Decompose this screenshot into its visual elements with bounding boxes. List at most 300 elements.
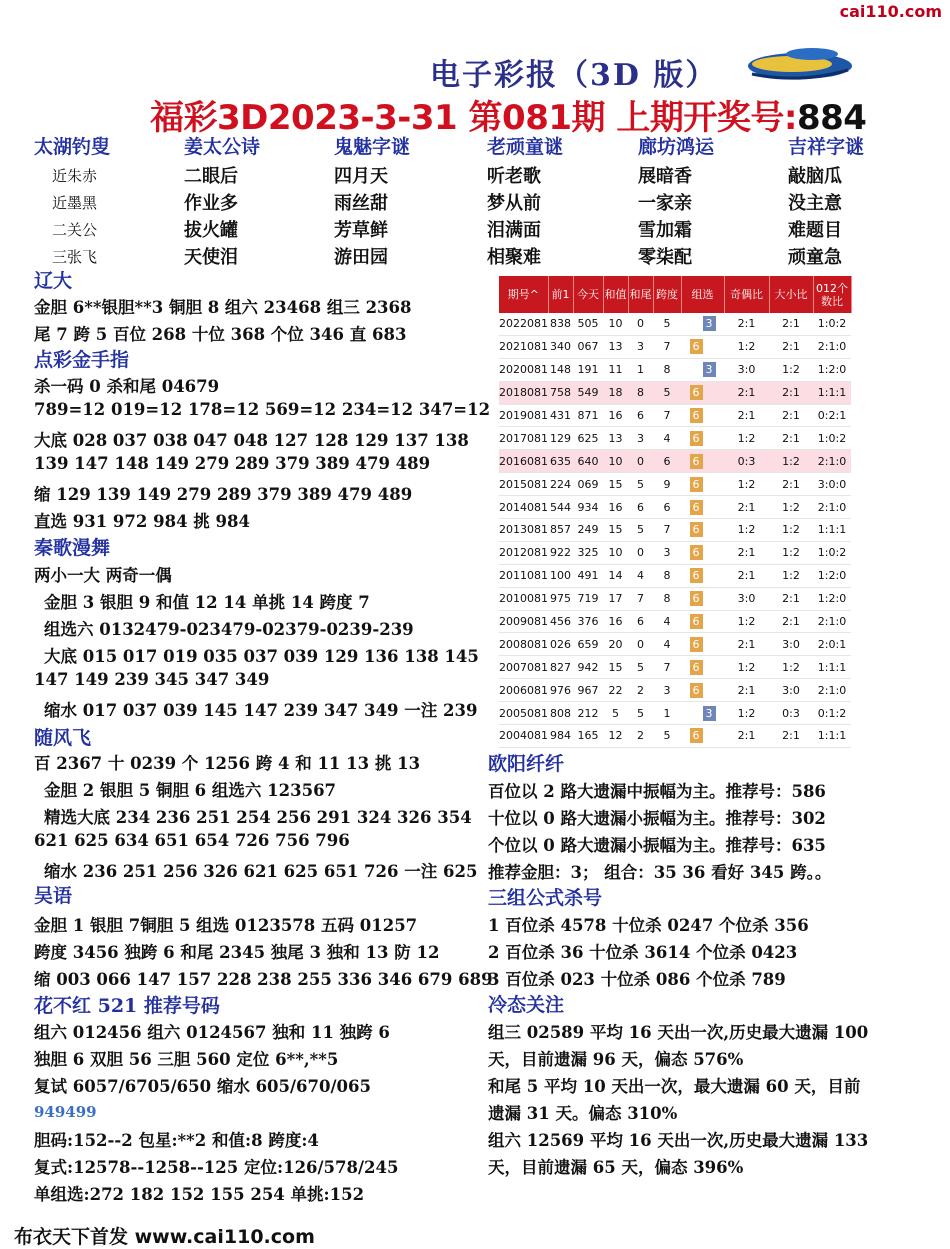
table-cell: 2009081 bbox=[499, 610, 548, 633]
section-line: 独胆 6 双胆 56 三胆 560 定位 6**,**5 bbox=[34, 1050, 339, 1069]
table-cell: 0 bbox=[628, 313, 653, 335]
table-cell: 8 bbox=[628, 381, 653, 404]
column-entry: 难题目 bbox=[788, 220, 842, 241]
section-title: 辽大 bbox=[34, 270, 73, 292]
table-cell: 838 bbox=[548, 313, 573, 335]
table-cell: 2 bbox=[628, 725, 653, 748]
table-cell: 2015081 bbox=[499, 473, 548, 496]
table-cell: 431 bbox=[548, 404, 573, 427]
table-cell: 7 bbox=[653, 335, 681, 358]
table-cell: 967 bbox=[573, 679, 603, 702]
table-cell: 827 bbox=[548, 656, 573, 679]
table-cell: 3:0 bbox=[769, 633, 813, 656]
table-cell: 2005081 bbox=[499, 702, 548, 725]
column-entry: 听老歌 bbox=[487, 166, 541, 187]
table-row bbox=[499, 381, 851, 404]
table-cell: 2:1:0 bbox=[813, 679, 851, 702]
table-cell: 069 bbox=[573, 473, 603, 496]
table-cell: 212 bbox=[573, 702, 603, 725]
group-cell bbox=[681, 427, 724, 450]
table-cell: 1:0:2 bbox=[813, 541, 851, 564]
column-entry: 雪加霜 bbox=[638, 220, 692, 241]
group-six-marker: 6 bbox=[690, 591, 703, 606]
group-six-marker: 6 bbox=[690, 431, 703, 446]
table-cell: 3:0 bbox=[724, 358, 769, 381]
table-cell: 3 bbox=[653, 679, 681, 702]
column-entry: 泪满面 bbox=[487, 220, 541, 241]
table-cell: 22 bbox=[603, 679, 628, 702]
group-six-marker: 6 bbox=[690, 522, 703, 537]
group-cell bbox=[681, 313, 724, 335]
table-cell: 7 bbox=[628, 587, 653, 610]
column-entry: 作业多 bbox=[184, 193, 238, 214]
column-title: 姜太公诗 bbox=[184, 136, 261, 158]
group-cell bbox=[681, 587, 724, 610]
paper-title: 电子彩报（3D 版） bbox=[430, 58, 718, 93]
table-cell: 2008081 bbox=[499, 633, 548, 656]
table-row bbox=[499, 541, 851, 564]
table-row bbox=[499, 473, 851, 496]
table-cell: 7 bbox=[653, 656, 681, 679]
table-cell: 165 bbox=[573, 725, 603, 748]
table-cell: 8 bbox=[653, 587, 681, 610]
table-cell: 2:1:0 bbox=[813, 496, 851, 519]
section-line: 139 147 148 149 279 289 379 389 479 489 bbox=[34, 454, 431, 473]
column-entry: 拔火罐 bbox=[184, 220, 238, 241]
table-cell: 5 bbox=[628, 519, 653, 542]
table-cell: 1:1:1 bbox=[813, 381, 851, 404]
table-cell: 1:2 bbox=[769, 564, 813, 587]
table-row bbox=[499, 656, 851, 679]
table-cell: 2019081 bbox=[499, 404, 548, 427]
table-cell: 2007081 bbox=[499, 656, 548, 679]
group-six-marker: 6 bbox=[690, 500, 703, 515]
table-cell: 026 bbox=[548, 633, 573, 656]
table-cell: 4 bbox=[653, 633, 681, 656]
table-cell: 3:0 bbox=[769, 679, 813, 702]
column-entry: 二关公 bbox=[52, 221, 98, 239]
table-cell: 1:2 bbox=[724, 656, 769, 679]
headline-text: 福彩3D2023-3-31 第081期 上期开奖号: bbox=[150, 98, 797, 138]
section-line: 147 149 239 345 347 349 bbox=[34, 670, 270, 689]
table-cell: 1 bbox=[653, 702, 681, 725]
table-cell: 857 bbox=[548, 519, 573, 542]
column-entry: 游田园 bbox=[334, 247, 388, 268]
table-cell: 7 bbox=[653, 404, 681, 427]
group-six-marker: 6 bbox=[690, 728, 703, 743]
table-cell: 10 bbox=[603, 541, 628, 564]
table-cell: 640 bbox=[573, 450, 603, 473]
table-row bbox=[499, 519, 851, 542]
table-cell: 16 bbox=[603, 610, 628, 633]
forecast-column bbox=[487, 132, 637, 271]
table-cell: 1:2 bbox=[724, 519, 769, 542]
history-table-header bbox=[499, 276, 851, 313]
section-line: 组三 02589 平均 16 天出一次,历史最大遗漏 100 bbox=[488, 1023, 869, 1042]
table-cell: 2021081 bbox=[499, 335, 548, 358]
table-cell: 1:1:1 bbox=[813, 725, 851, 748]
table-cell: 5 bbox=[628, 702, 653, 725]
column-title: 太湖钓叟 bbox=[34, 136, 111, 158]
table-cell: 625 bbox=[573, 427, 603, 450]
table-cell: 2:1:0 bbox=[813, 610, 851, 633]
table-cell: 942 bbox=[573, 656, 603, 679]
table-row bbox=[499, 450, 851, 473]
table-cell: 984 bbox=[548, 725, 573, 748]
section-line: 组六 12569 平均 16 天出一次,历史最大遗漏 133 bbox=[488, 1131, 869, 1150]
column-entry: 展暗香 bbox=[638, 166, 692, 187]
table-cell: 1:2 bbox=[724, 702, 769, 725]
table-cell: 2:1 bbox=[724, 725, 769, 748]
table-cell: 1:0:2 bbox=[813, 313, 851, 335]
table-row bbox=[499, 725, 851, 748]
table-header-cell: 奇偶比 bbox=[724, 276, 769, 313]
table-cell: 808 bbox=[548, 702, 573, 725]
group-cell bbox=[681, 633, 724, 656]
table-header-cell: 大小比 bbox=[769, 276, 813, 313]
table-cell: 6 bbox=[628, 496, 653, 519]
table-cell: 2:1 bbox=[724, 633, 769, 656]
section-line: 缩水 236 251 256 326 621 625 651 726 一注 625 bbox=[44, 862, 478, 881]
column-entry: 近朱赤 bbox=[52, 167, 98, 185]
table-cell: 1:2 bbox=[724, 473, 769, 496]
section-title: 随风飞 bbox=[34, 727, 92, 749]
section-title: 欧阳纤纤 bbox=[488, 753, 565, 775]
table-cell: 1:2 bbox=[769, 450, 813, 473]
table-cell: 224 bbox=[548, 473, 573, 496]
section-line: 3 百位杀 023 十位杀 086 个位杀 789 bbox=[488, 970, 786, 989]
table-cell: 17 bbox=[603, 587, 628, 610]
group-three-marker: 3 bbox=[703, 362, 716, 377]
forecast-column bbox=[638, 132, 788, 271]
table-cell: 2:1 bbox=[769, 313, 813, 335]
group-cell bbox=[681, 679, 724, 702]
table-cell: 0 bbox=[628, 541, 653, 564]
table-cell: 2018081 bbox=[499, 381, 548, 404]
group-six-marker: 6 bbox=[690, 339, 703, 354]
table-cell: 1:2 bbox=[769, 358, 813, 381]
table-cell: 0:2:1 bbox=[813, 404, 851, 427]
group-cell bbox=[681, 473, 724, 496]
section-line: 金胆 6**银胆**3 铜胆 8 组六 23468 组三 2368 bbox=[34, 298, 412, 317]
section-line: 杀一码 0 杀和尾 04679 bbox=[34, 377, 220, 396]
table-cell: 2020081 bbox=[499, 358, 548, 381]
section-line: 缩 003 066 147 157 228 238 255 336 346 679 689 bbox=[34, 970, 493, 989]
group-cell bbox=[681, 564, 724, 587]
table-cell: 0:3 bbox=[724, 450, 769, 473]
column-entry: 芳草鲜 bbox=[334, 220, 388, 241]
history-table bbox=[499, 276, 852, 748]
last-draw-number: 884 bbox=[796, 98, 867, 138]
table-header-cell: 今天 bbox=[573, 276, 603, 313]
column-entry: 雨丝甜 bbox=[334, 193, 388, 214]
table-cell: 3:0:0 bbox=[813, 473, 851, 496]
section-line: 缩水 017 037 039 145 147 239 347 349 一注 239 bbox=[44, 701, 478, 720]
section-title: 冷态关注 bbox=[488, 994, 565, 1016]
section-line: 大底 028 037 038 047 048 127 128 129 137 138 bbox=[34, 431, 469, 450]
table-cell: 16 bbox=[603, 404, 628, 427]
section-line: 推荐金胆：3； 组合：35 36 看好 345 跨。。 bbox=[488, 863, 832, 882]
section-title: 点彩金手指 bbox=[34, 349, 130, 371]
table-cell: 2004081 bbox=[499, 725, 548, 748]
group-cell bbox=[681, 541, 724, 564]
table-cell: 1:2 bbox=[724, 427, 769, 450]
brand-watermark: cai110.com bbox=[839, 2, 942, 21]
group-six-marker: 6 bbox=[690, 660, 703, 675]
table-cell: 3 bbox=[653, 541, 681, 564]
table-cell: 12 bbox=[603, 725, 628, 748]
group-three-marker: 3 bbox=[703, 706, 716, 721]
table-cell: 1:2:0 bbox=[813, 564, 851, 587]
table-cell: 2011081 bbox=[499, 564, 548, 587]
table-header-cell: 期号^ bbox=[499, 276, 548, 313]
column-title: 廊坊鸿运 bbox=[638, 136, 715, 158]
table-row bbox=[499, 313, 851, 335]
section-line: 胆码:152--2 包星:**2 和值:8 跨度:4 bbox=[34, 1131, 319, 1150]
section-line: 621 625 634 651 654 726 756 796 bbox=[34, 831, 350, 850]
group-six-marker: 6 bbox=[690, 683, 703, 698]
section-line: 金胆 2 银胆 5 铜胆 6 组选六 123567 bbox=[44, 781, 337, 800]
table-cell: 1:2 bbox=[769, 519, 813, 542]
table-header-cell: 跨度 bbox=[653, 276, 681, 313]
column-entry: 天使泪 bbox=[184, 247, 238, 268]
table-cell: 2:1 bbox=[769, 725, 813, 748]
forecast-column bbox=[334, 132, 484, 271]
table-cell: 2012081 bbox=[499, 541, 548, 564]
table-row bbox=[499, 335, 851, 358]
column-title: 吉祥字谜 bbox=[788, 136, 865, 158]
table-cell: 1:2 bbox=[769, 656, 813, 679]
section-line: 1 百位杀 4578 十位杀 0247 个位杀 356 bbox=[488, 916, 809, 935]
table-cell: 18 bbox=[603, 381, 628, 404]
section-line: 天，目前遗漏 65 天，偏态 396% bbox=[488, 1158, 744, 1177]
table-cell: 6 bbox=[653, 496, 681, 519]
table-cell: 975 bbox=[548, 587, 573, 610]
table-cell: 456 bbox=[548, 610, 573, 633]
table-cell: 505 bbox=[573, 313, 603, 335]
table-cell: 871 bbox=[573, 404, 603, 427]
section-line: 大底 015 017 019 035 037 039 129 136 138 145 bbox=[44, 647, 479, 666]
table-cell: 5 bbox=[603, 702, 628, 725]
table-cell: 1:0:2 bbox=[813, 427, 851, 450]
group-six-marker: 6 bbox=[690, 637, 703, 652]
section-line: 单组选:272 182 152 155 254 单挑:152 bbox=[34, 1185, 365, 1204]
section-line: 金胆 3 银胆 9 和值 12 14 单挑 14 跨度 7 bbox=[44, 593, 370, 612]
table-cell: 10 bbox=[603, 450, 628, 473]
table-cell: 6 bbox=[628, 610, 653, 633]
table-cell: 2:1 bbox=[769, 427, 813, 450]
section-line: 百位以 2 路大遗漏中振幅为主。推荐号：586 bbox=[488, 782, 826, 801]
table-cell: 325 bbox=[573, 541, 603, 564]
table-row bbox=[499, 679, 851, 702]
table-cell: 8 bbox=[653, 358, 681, 381]
table-cell: 2:1 bbox=[724, 496, 769, 519]
group-cell bbox=[681, 335, 724, 358]
group-six-marker: 6 bbox=[690, 477, 703, 492]
column-entry: 零柒配 bbox=[638, 247, 692, 268]
table-cell: 2:1 bbox=[724, 541, 769, 564]
table-cell: 2010081 bbox=[499, 587, 548, 610]
table-cell: 549 bbox=[573, 381, 603, 404]
table-cell: 1:1:1 bbox=[813, 519, 851, 542]
table-header-cell: 和尾 bbox=[628, 276, 653, 313]
section-line: 组选六 0132479-023479-02379-0239-239 bbox=[44, 620, 414, 639]
group-six-marker: 6 bbox=[690, 385, 703, 400]
table-row bbox=[499, 633, 851, 656]
table-cell: 129 bbox=[548, 427, 573, 450]
table-cell: 0 bbox=[628, 633, 653, 656]
table-cell: 1:2 bbox=[724, 335, 769, 358]
forecast-column bbox=[184, 132, 334, 271]
section-line: 直选 931 972 984 挑 984 bbox=[34, 512, 250, 531]
table-cell: 2013081 bbox=[499, 519, 548, 542]
table-cell: 934 bbox=[573, 496, 603, 519]
section-line: 遗漏 31 天。偏态 310% bbox=[488, 1104, 678, 1123]
table-cell: 0:3 bbox=[769, 702, 813, 725]
table-cell: 2022081 bbox=[499, 313, 548, 335]
section-line: 缩 129 139 149 279 289 379 389 479 489 bbox=[34, 485, 413, 504]
group-cell bbox=[681, 381, 724, 404]
table-row bbox=[499, 358, 851, 381]
table-cell: 191 bbox=[573, 358, 603, 381]
table-cell: 2:1 bbox=[724, 679, 769, 702]
table-cell: 2014081 bbox=[499, 496, 548, 519]
forecast-column bbox=[788, 132, 938, 271]
table-cell: 1 bbox=[628, 358, 653, 381]
forecast-column bbox=[34, 132, 184, 271]
table-cell: 4 bbox=[653, 610, 681, 633]
table-header-cell: 012个数比 bbox=[813, 276, 851, 313]
table-cell: 6 bbox=[653, 450, 681, 473]
table-header-cell: 组选 bbox=[681, 276, 724, 313]
table-cell: 2016081 bbox=[499, 450, 548, 473]
table-cell: 544 bbox=[548, 496, 573, 519]
table-cell: 5 bbox=[653, 313, 681, 335]
table-header-cell: 前1 bbox=[548, 276, 573, 313]
group-cell bbox=[681, 358, 724, 381]
group-six-marker: 6 bbox=[690, 408, 703, 423]
table-cell: 2:1 bbox=[769, 473, 813, 496]
column-entry: 顽童急 bbox=[788, 247, 842, 268]
table-cell: 2:1:0 bbox=[813, 335, 851, 358]
table-cell: 2:1 bbox=[769, 404, 813, 427]
table-cell: 922 bbox=[548, 541, 573, 564]
table-cell: 3 bbox=[628, 427, 653, 450]
group-three-marker: 3 bbox=[703, 316, 716, 331]
table-row bbox=[499, 404, 851, 427]
table-cell: 20 bbox=[603, 633, 628, 656]
section-line: 十位以 0 路大遗漏小振幅为主。推荐号：302 bbox=[488, 809, 826, 828]
table-cell: 15 bbox=[603, 519, 628, 542]
section-line: 组六 012456 组六 0124567 独和 11 独跨 6 bbox=[34, 1023, 390, 1042]
table-cell: 14 bbox=[603, 564, 628, 587]
table-cell: 340 bbox=[548, 335, 573, 358]
table-cell: 249 bbox=[573, 519, 603, 542]
table-cell: 5 bbox=[653, 725, 681, 748]
section-title: 吴语 bbox=[34, 885, 73, 907]
section-title: 秦歌漫舞 bbox=[34, 537, 111, 559]
column-entry: 梦从前 bbox=[487, 193, 541, 214]
table-cell: 2017081 bbox=[499, 427, 548, 450]
table-cell: 3:0 bbox=[724, 587, 769, 610]
group-cell bbox=[681, 656, 724, 679]
table-cell: 376 bbox=[573, 610, 603, 633]
section-line: 两小一大 两奇一偶 bbox=[34, 566, 172, 585]
column-entry: 三张飞 bbox=[52, 248, 98, 266]
table-cell: 1:2 bbox=[769, 496, 813, 519]
group-six-marker: 6 bbox=[690, 614, 703, 629]
table-cell: 659 bbox=[573, 633, 603, 656]
table-cell: 635 bbox=[548, 450, 573, 473]
table-cell: 13 bbox=[603, 427, 628, 450]
table-cell: 7 bbox=[653, 519, 681, 542]
table-cell: 5 bbox=[628, 473, 653, 496]
table-cell: 1:2 bbox=[769, 541, 813, 564]
group-cell bbox=[681, 702, 724, 725]
section-line: 百 2367 十 0239 个 1256 跨 4 和 11 13 挑 13 bbox=[34, 754, 421, 773]
table-cell: 11 bbox=[603, 358, 628, 381]
table-cell: 2006081 bbox=[499, 679, 548, 702]
table-cell: 10 bbox=[603, 313, 628, 335]
column-entry: 相聚难 bbox=[487, 247, 541, 268]
group-cell bbox=[681, 725, 724, 748]
table-cell: 13 bbox=[603, 335, 628, 358]
section-line: 跨度 3456 独跨 6 和尾 2345 独尾 3 独和 13 防 12 bbox=[34, 943, 440, 962]
table-cell: 2:1 bbox=[724, 313, 769, 335]
table-row bbox=[499, 496, 851, 519]
group-six-marker: 6 bbox=[690, 454, 703, 469]
table-cell: 0:1:2 bbox=[813, 702, 851, 725]
section-line: 复式:12578--1258--125 定位:126/578/245 bbox=[34, 1158, 399, 1177]
section-line: 精选大底 234 236 251 254 256 291 324 326 354 bbox=[44, 808, 472, 827]
column-entry: 一家亲 bbox=[638, 193, 692, 214]
table-cell: 2:1 bbox=[724, 404, 769, 427]
column-entry: 四月天 bbox=[334, 166, 388, 187]
section-line: 2 百位杀 36 十位杀 3614 个位杀 0423 bbox=[488, 943, 798, 962]
table-cell: 2:1 bbox=[724, 564, 769, 587]
lottery-logo-icon bbox=[742, 44, 852, 84]
section-line: 789=12 019=12 178=12 569=12 234=12 347=12 bbox=[34, 400, 491, 419]
table-cell: 976 bbox=[548, 679, 573, 702]
group-cell bbox=[681, 519, 724, 542]
section-line: 天，目前遗漏 96 天，偏态 576% bbox=[488, 1050, 744, 1069]
column-entry: 近墨黑 bbox=[52, 194, 98, 212]
table-cell: 1:2:0 bbox=[813, 358, 851, 381]
table-cell: 2:1 bbox=[769, 587, 813, 610]
table-cell: 5 bbox=[628, 656, 653, 679]
section-line: 复试 6057/6705/650 缩水 605/670/065 bbox=[34, 1077, 371, 1096]
table-cell: 100 bbox=[548, 564, 573, 587]
column-entry: 没主意 bbox=[788, 193, 842, 214]
footer: 布衣天下首发 www.cai110.com bbox=[14, 1226, 315, 1248]
table-cell: 2:1 bbox=[724, 381, 769, 404]
table-cell: 0 bbox=[628, 450, 653, 473]
table-cell: 1:2:0 bbox=[813, 587, 851, 610]
table-cell: 6 bbox=[628, 404, 653, 427]
table-cell: 16 bbox=[603, 496, 628, 519]
column-entry: 敲脑瓜 bbox=[788, 166, 842, 187]
table-header-cell: 和值 bbox=[603, 276, 628, 313]
table-cell: 491 bbox=[573, 564, 603, 587]
group-six-marker: 6 bbox=[690, 568, 703, 583]
group-cell bbox=[681, 496, 724, 519]
table-cell: 4 bbox=[628, 564, 653, 587]
table-cell: 15 bbox=[603, 473, 628, 496]
section-line: 金胆 1 银胆 7铜胆 5 组选 0123578 五码 01257 bbox=[34, 916, 418, 935]
column-title: 鬼魅字谜 bbox=[334, 136, 411, 158]
table-cell: 719 bbox=[573, 587, 603, 610]
table-cell: 8 bbox=[653, 564, 681, 587]
